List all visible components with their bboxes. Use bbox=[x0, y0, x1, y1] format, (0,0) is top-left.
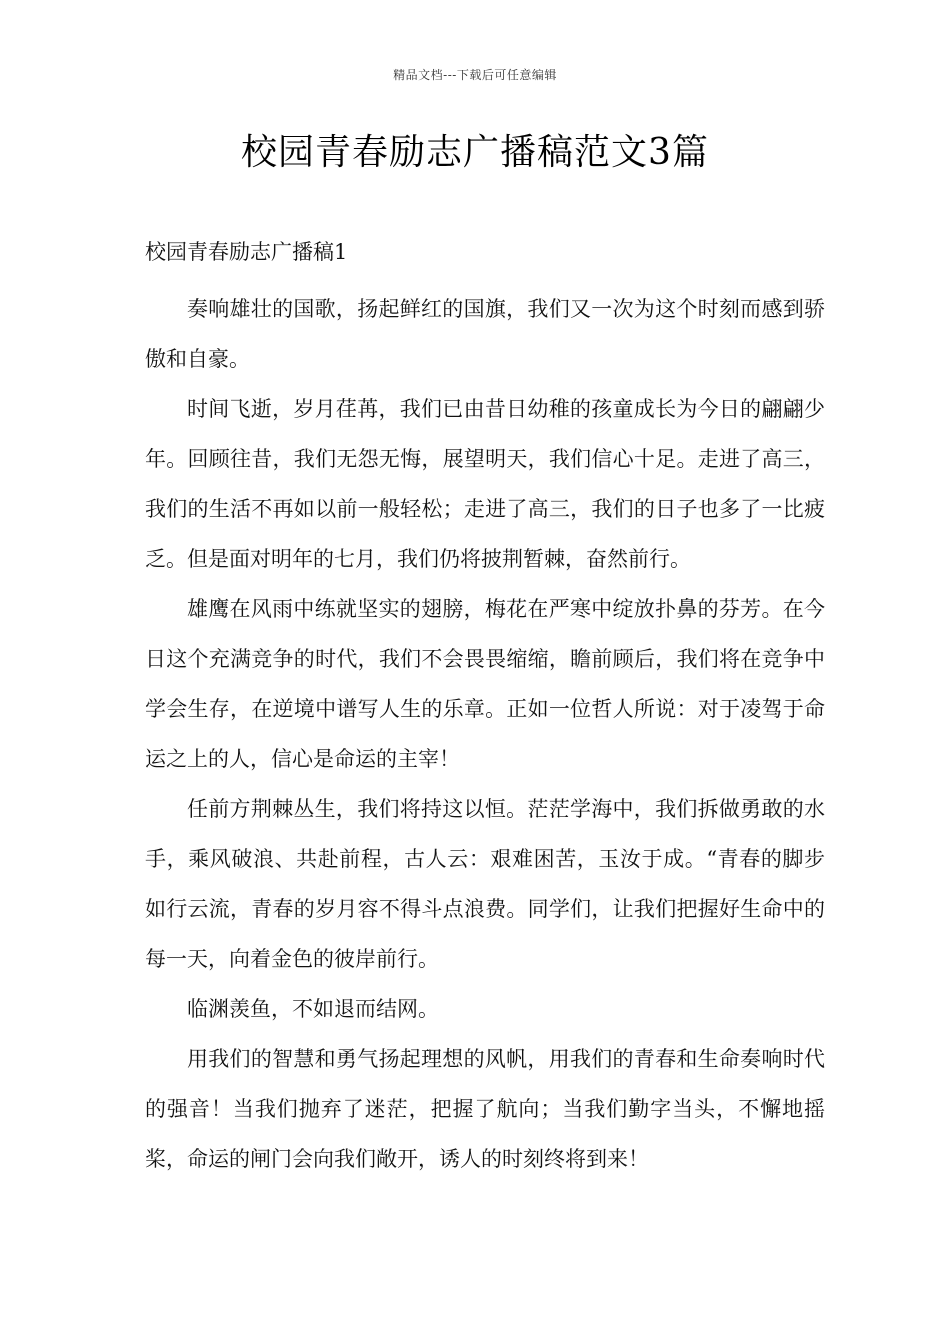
header-note: 精品文档---下载后可任意编辑 bbox=[393, 68, 557, 82]
section-heading: 校园青春励志广播稿1 bbox=[145, 240, 348, 264]
paragraph: 雄鹰在风雨中练就坚实的翅膀，梅花在严寒中绽放扑鼻的芬芳。在今日这个充满竞争的时代，我们不会畏畏缩缩，瞻前顾后，我们将在竞争中学会生存，在逆境中谱写人生的乐章。正如一位哲人所说：对于凌驾于命运之上的人，信心是命运的主宰！ bbox=[145, 597, 825, 771]
document-title: 校园青春励志广播稿范文3篇 bbox=[241, 132, 709, 173]
paragraph: 时间飞逝，岁月荏苒，我们已由昔日幼稚的孩童成长为今日的翩翩少年。回顾往昔，我们无怨无悔，展望明天，我们信心十足。走进了高三，我们的生活不再如以前一般轻松；走进了高三，我们的日子也多了一比疲乏。但是面对明年的七月，我们仍将披荆暂棘，奋然前行。 bbox=[145, 397, 825, 571]
document-body bbox=[145, 236, 825, 1184]
paragraph: 奏响雄壮的国歌，扬起鲜红的国旗，我们又一次为这个时刻而感到骄傲和自豪。 bbox=[145, 297, 825, 371]
paragraph: 临渊羡鱼，不如退而结网。 bbox=[187, 997, 439, 1021]
paragraph: 任前方荆棘丛生，我们将持这以恒。茫茫学海中，我们拆做勇敢的水手，乘风破浪、共赴前程，古人云：艰难困苦，玉汝于成。“青春的脚步如行云流，青春的岁月容不得斗点浪费。同学们，让我们把握好生命中的每一天，向着金色的彼岸前行。 bbox=[145, 797, 825, 971]
paragraph: 用我们的智慧和勇气扬起理想的风帆，用我们的青春和生命奏响时代的强音！当我们抛弃了迷茫，把握了航向；当我们勤字当头，不懈地摇桨，命运的闸门会向我们敞开，诱人的时刻终将到来！ bbox=[145, 1047, 825, 1171]
